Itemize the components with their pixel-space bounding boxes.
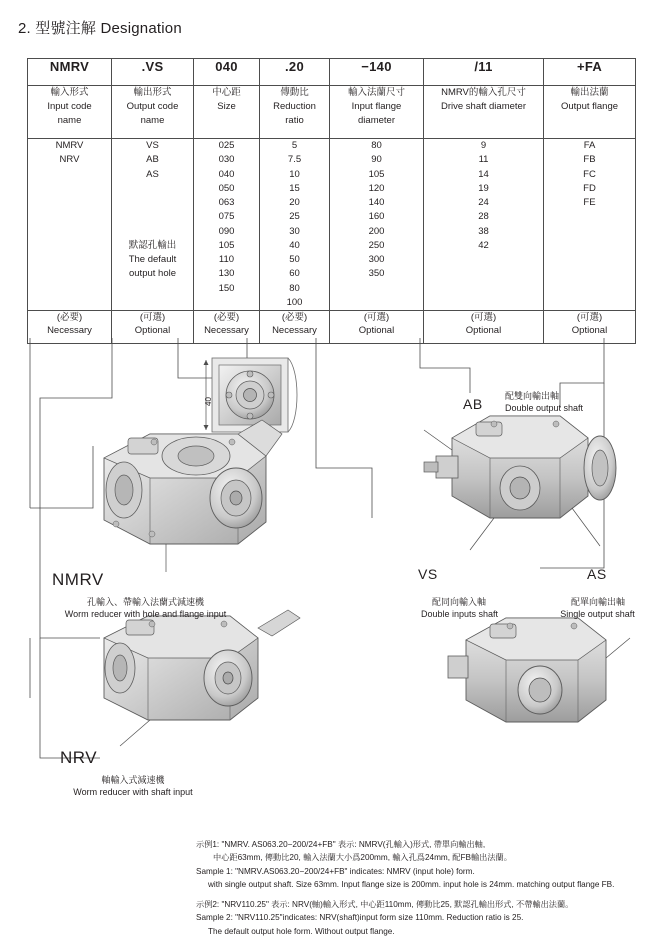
- value-item: 15: [289, 182, 300, 194]
- name-en2-1: name: [140, 114, 165, 126]
- name-en1-2: Size: [217, 100, 236, 112]
- req-cn-5: (可選): [470, 312, 497, 323]
- name-cn-4: 輸入法蘭尺寸: [347, 87, 405, 98]
- as-title: AS: [587, 566, 607, 582]
- as-caption-cn: 配單向輸出軸: [570, 597, 625, 607]
- value-item: VS: [146, 140, 159, 151]
- value-item: 030: [218, 154, 235, 166]
- ex1-cn-line1: 示例1: "NMRV. AS063.20−200/24+FB" 表示: NMRV(孔輸入)形式, 帶單向輸出軸,: [196, 840, 486, 849]
- name-cell-0: [28, 86, 112, 139]
- name-en2-4: diameter: [358, 114, 395, 126]
- values-cell-2: [194, 139, 260, 311]
- name-cn-5: NMRV的輸入孔尺寸: [441, 87, 526, 98]
- req-en-6: Optional: [571, 325, 608, 337]
- values-cell-4: [330, 139, 424, 311]
- value-item: 075: [218, 211, 235, 223]
- value-item: 19: [478, 182, 489, 194]
- value-item: FC: [583, 168, 596, 180]
- vs-caption-en: Double inputs shaft: [420, 609, 499, 619]
- value-item: 150: [218, 282, 235, 294]
- name-en1-1: Output code: [126, 100, 179, 112]
- req-cn-0: (必要): [56, 312, 83, 323]
- ab-caption-cn: 配雙向輸出軸: [505, 391, 560, 401]
- code-cell-2: 040: [194, 59, 260, 86]
- values-cell-5: [424, 139, 544, 311]
- value-item: 090: [218, 225, 235, 237]
- code-cell-4: −140: [330, 59, 424, 86]
- note-example-2: [196, 898, 646, 938]
- values-cell-0: [28, 139, 112, 311]
- name-en2-0: name: [57, 114, 82, 126]
- value-item: 28: [478, 211, 489, 223]
- ab-vs-drawing: [424, 416, 616, 550]
- name-cell-5: [424, 86, 544, 139]
- value-item: 9: [480, 140, 487, 151]
- designation-table: [27, 58, 636, 344]
- vs-caption-cn: 配同向輸入軸: [431, 597, 486, 607]
- values-cell-1: [112, 139, 194, 311]
- value-item: 50: [289, 254, 300, 265]
- value-item: AB: [146, 154, 159, 166]
- value-item: AS: [146, 168, 159, 180]
- values-cell-3: [260, 139, 330, 311]
- value-item: 130: [218, 268, 235, 280]
- ex2-en-line2: The default output hole form. Without output flange.: [208, 926, 395, 936]
- value-item: 140: [368, 197, 385, 208]
- nrv-title: NRV: [60, 748, 98, 767]
- value-item: 80: [289, 282, 300, 294]
- value-item: 025: [218, 140, 235, 151]
- notes-block: [196, 838, 646, 938]
- name-en1-6: Output flange: [560, 100, 619, 112]
- name-cell-6: [544, 86, 636, 139]
- req-en-3: Necessary: [272, 325, 317, 337]
- value-item: 90: [371, 154, 382, 166]
- table-row-names: [28, 86, 636, 139]
- values-cell-6: [544, 139, 636, 311]
- value-item: 350: [368, 268, 385, 280]
- diagram-area: [0, 338, 662, 838]
- ex1-en-line1: Sample 1: "NMRV.AS063.20−200/24+FB" indicates: NMRV (input hole) form.: [196, 866, 475, 876]
- name-cn-3: 傳動比: [280, 87, 309, 98]
- as-caption-en: Single output shaft: [560, 609, 635, 619]
- designation-table-wrapper: [27, 58, 635, 344]
- value-item: FA: [583, 140, 596, 151]
- value-item: 40: [289, 239, 300, 251]
- req-cn-6: (可選): [576, 312, 603, 323]
- value-item: 7.5: [287, 154, 302, 166]
- value-item: FD: [583, 182, 596, 194]
- nmrv-caption-cn: 孔輸入、帶輸入法蘭式減速機: [86, 597, 204, 607]
- name-cell-3: [260, 86, 330, 139]
- value-item: 25: [289, 211, 300, 223]
- value-item: FB: [583, 154, 596, 166]
- value-item: 5: [291, 140, 298, 151]
- name-cn-0: 輸入形式: [50, 87, 89, 98]
- value-item: 105: [368, 168, 385, 180]
- value-item: 120: [368, 182, 385, 194]
- value-item: 42: [478, 239, 489, 251]
- name-cell-4: [330, 86, 424, 139]
- req-en-4: Optional: [358, 325, 395, 337]
- name-en1-0: Input code: [47, 100, 92, 112]
- ex2-en-line1: Sample 2: "NRV110.25"indicates: NRV(shaft)input form size 110mm. Reduction ratio is 25.: [196, 913, 524, 923]
- nrv-caption-en: Worm reducer with shaft input: [73, 787, 193, 797]
- req-cn-1: (可選): [139, 312, 166, 323]
- ab-caption-en: Double output shaft: [505, 403, 584, 413]
- req-en-1: Optional: [134, 325, 171, 337]
- value-item: 040: [218, 168, 235, 180]
- value-item: 110: [218, 254, 235, 265]
- ex2-cn-line1: 示例2: "NRV110.25" 表示: NRV(軸)輸入形式, 中心距110mm, 傳動比25, 默認孔輸出形式, 不帶輸出法蘭。: [196, 900, 574, 910]
- value-item: 063: [218, 197, 235, 208]
- name-cell-1: [112, 86, 194, 139]
- value-item: 14: [478, 168, 489, 180]
- nmrv-caption-en: Worm reducer with hole and flange input: [64, 609, 227, 619]
- req-en-5: Optional: [465, 325, 502, 337]
- ab-title: AB: [463, 396, 483, 412]
- name-en1-4: Input flange: [351, 100, 402, 112]
- value-item: 24: [478, 197, 489, 208]
- ex1-en-line2: with single output shaft. Size 63mm. Input flange size is 200mm. input hole is 24mm. matching output flange FB.: [208, 879, 615, 889]
- value-item: NRV: [59, 154, 80, 166]
- code-cell-6: +FA: [544, 59, 636, 86]
- value-item: 38: [478, 225, 489, 237]
- name-en1-3: Reduction: [273, 100, 316, 112]
- table-row-values: [28, 139, 636, 311]
- name-en2-3: ratio: [285, 114, 304, 126]
- name-cn-6: 輸出法蘭: [570, 87, 609, 98]
- value-item: 160: [368, 211, 385, 223]
- table-row-codes: [28, 59, 636, 86]
- value-item: 105: [218, 239, 235, 251]
- req-cn-3: (必要): [281, 312, 308, 323]
- value-item: 250: [368, 239, 385, 251]
- value-item: FE: [583, 197, 596, 208]
- value-item: 100: [286, 296, 303, 308]
- value-item: 60: [289, 268, 300, 280]
- value-item: 10: [289, 168, 300, 180]
- req-cn-4: (可選): [363, 312, 390, 323]
- nmrv-drawing: [104, 420, 282, 572]
- value-item: 20: [289, 197, 300, 208]
- value-item: 300: [368, 254, 385, 265]
- ex1-cn-line2: 中心距63mm, 傳動比20, 輸入法蘭大小爲200mm, 輸入孔爲24mm, 配FB輸出法蘭。: [213, 853, 512, 863]
- name-cell-2: [194, 86, 260, 139]
- note-example-1: [196, 838, 646, 891]
- nmrv-title: NMRV: [52, 570, 104, 589]
- default-hole-en2: output hole: [128, 268, 176, 280]
- name-en1-5: Drive shaft diameter: [440, 100, 526, 112]
- req-cn-2: (必要): [213, 312, 240, 323]
- value-item: 80: [371, 140, 382, 151]
- name-cn-2: 中心距: [212, 87, 241, 98]
- vs-title: VS: [418, 566, 438, 582]
- code-cell-3: .20: [260, 59, 330, 86]
- as-drawing: [448, 618, 630, 722]
- nrv-caption-cn: 軸輸入式減速機: [101, 775, 165, 785]
- req-en-0: Necessary: [47, 325, 92, 337]
- req-en-2: Necessary: [204, 325, 249, 337]
- code-cell-1: .VS: [112, 59, 194, 86]
- code-cell-5: /11: [424, 59, 544, 86]
- flange-face-drawing: [204, 358, 298, 432]
- name-cn-1: 輸出形式: [133, 87, 172, 98]
- value-item: 11: [478, 154, 489, 166]
- value-item: 200: [368, 225, 385, 237]
- page-title: 2. 型號注解 Designation: [18, 20, 182, 37]
- default-hole-cn: 默認孔輸出: [128, 239, 177, 251]
- code-cell-0: NMRV: [28, 59, 112, 86]
- value-item: 050: [218, 182, 235, 194]
- nrv-drawing: [104, 610, 300, 746]
- default-hole-en1: The default: [128, 254, 177, 265]
- value-item: 30: [289, 225, 300, 237]
- dimension-40-label: 40: [204, 397, 213, 406]
- value-item: NMRV: [55, 140, 84, 151]
